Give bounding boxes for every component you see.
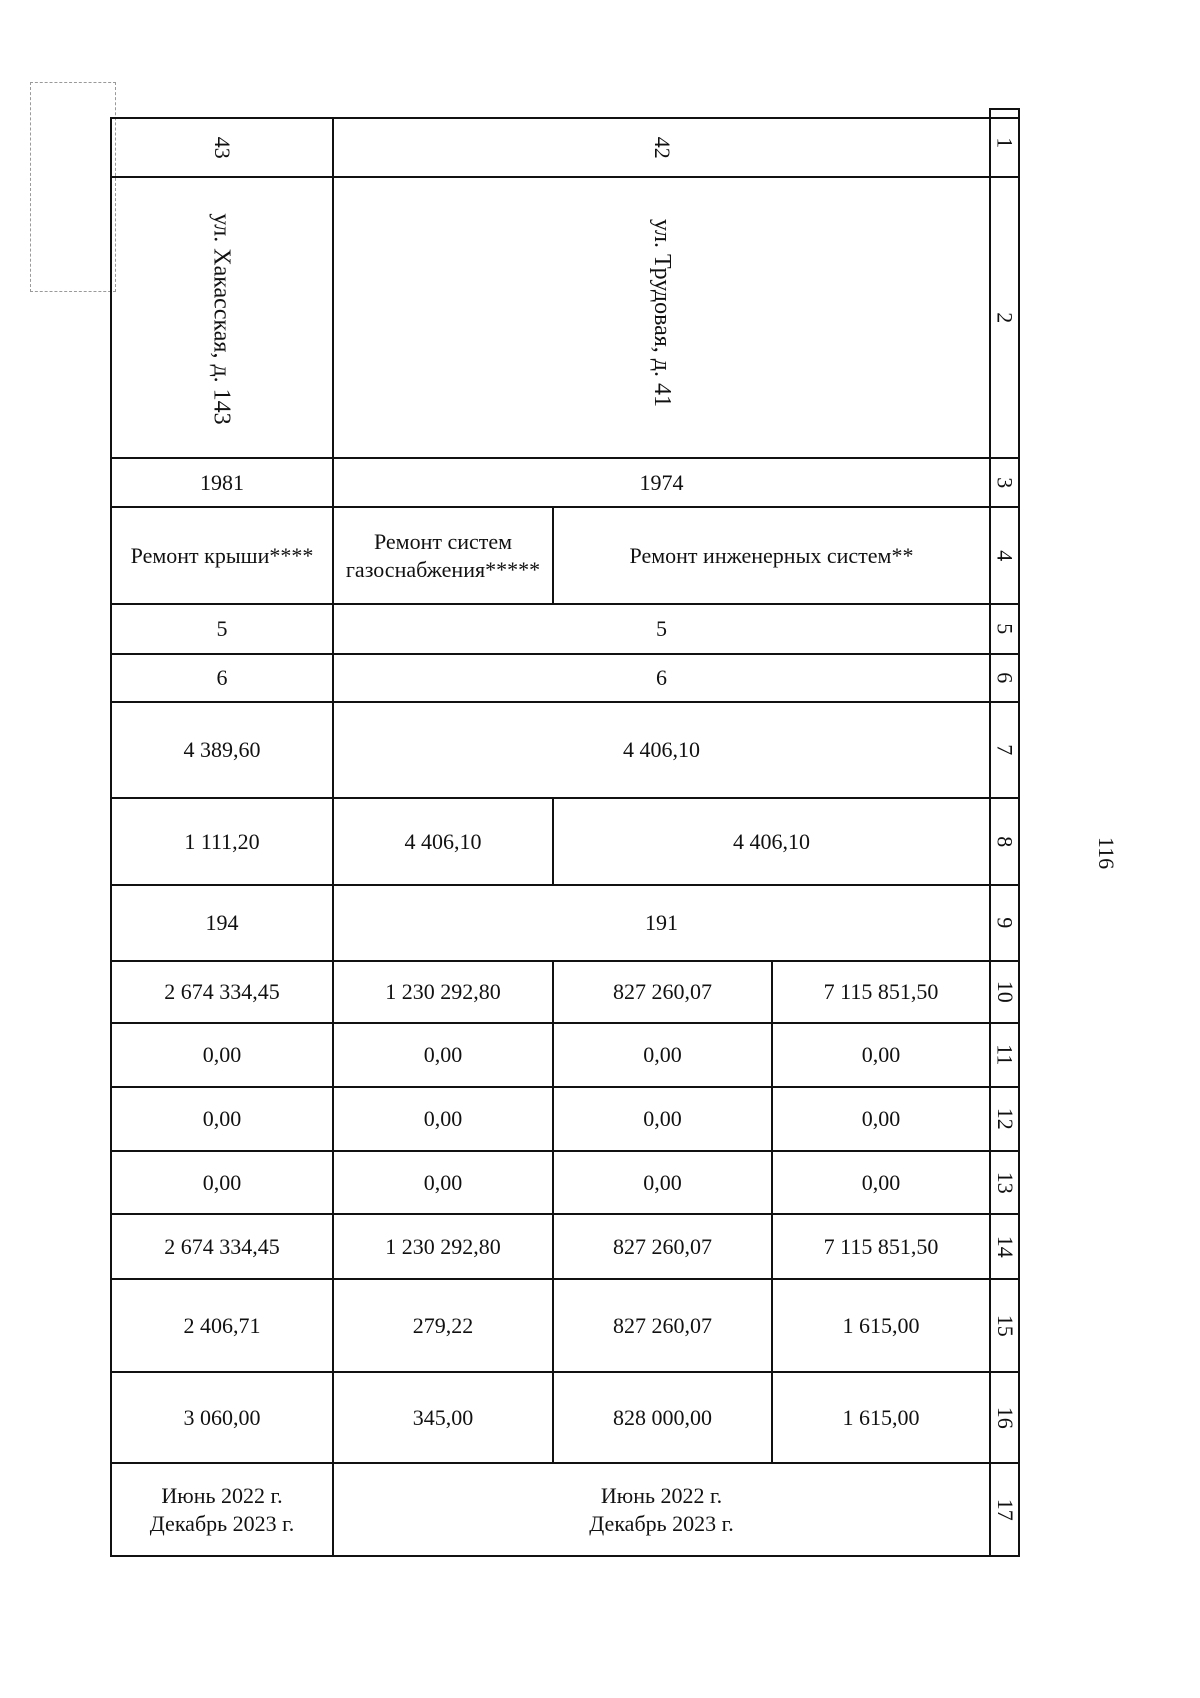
cost-value: 0,00 — [202, 1169, 242, 1195]
header-number-cell — [112, 119, 332, 176]
work-type-cd: Ремонт инженерных систем** — [629, 542, 914, 568]
cost-value: 0,00 — [423, 1169, 463, 1195]
header-number-cell — [334, 119, 989, 176]
residents-b: 191 — [645, 910, 678, 936]
row-number-cell — [991, 605, 1018, 653]
total-area-cell — [112, 703, 332, 797]
row-number-cell — [991, 799, 1018, 884]
cost-value: 345,00 — [412, 1404, 474, 1430]
table-cell — [554, 962, 771, 1022]
cost-value: 0,00 — [423, 1106, 463, 1132]
row-number-cell — [991, 178, 1018, 457]
row-number-cell — [991, 962, 1018, 1022]
table-cell — [773, 1373, 989, 1462]
table-cell — [334, 1088, 552, 1150]
table-cell — [773, 962, 989, 1022]
residents-a: 194 — [205, 910, 239, 936]
cost-value: 0,00 — [643, 1106, 682, 1132]
row-number: 15 — [992, 1314, 1018, 1337]
table-cell — [554, 1215, 771, 1278]
residents-cell — [334, 886, 989, 960]
dates-cell — [112, 1464, 332, 1555]
table-cell — [773, 1088, 989, 1150]
entrances-b: 6 — [656, 665, 667, 691]
row-number-cell — [991, 1215, 1018, 1278]
cost-value: 7 115 851,50 — [823, 1233, 939, 1259]
cost-value: 827 260,07 — [613, 1312, 712, 1338]
header-number-b: 42 — [649, 136, 675, 159]
year-cell — [334, 459, 989, 506]
cost-value: 0,00 — [861, 1106, 901, 1132]
date-start-a: Июнь 2022 г. — [161, 1483, 283, 1508]
table-cell — [112, 1373, 332, 1462]
cost-value: 2 674 334,45 — [164, 979, 280, 1005]
floors-a: 5 — [216, 616, 228, 642]
table-cell — [773, 1215, 989, 1278]
table-cell — [112, 962, 332, 1022]
cost-value: 827 260,07 — [613, 979, 712, 1005]
year-b: 1974 — [639, 469, 684, 495]
row-number: 17 — [992, 1498, 1018, 1521]
row-number: 11 — [992, 1044, 1018, 1066]
row-number: 16 — [992, 1406, 1018, 1429]
cost-value: 1 230 292,80 — [385, 979, 501, 1005]
row-number-cell — [991, 110, 1018, 176]
table-border-right — [1018, 108, 1020, 1557]
residents-cell — [112, 886, 332, 960]
table-cell — [554, 1088, 771, 1150]
cost-value: 0,00 — [643, 1042, 682, 1068]
table-cell — [334, 1152, 552, 1213]
total-area-cell — [334, 703, 989, 797]
row-number: 12 — [992, 1108, 1018, 1130]
table-cell — [112, 1215, 332, 1278]
cost-value: 0,00 — [861, 1169, 901, 1195]
year-cell — [112, 459, 332, 506]
archive-stamp — [30, 82, 116, 292]
dates-cell — [334, 1464, 989, 1555]
row-number: 6 — [992, 672, 1018, 684]
page-number: 116 — [1094, 836, 1120, 870]
date-end-b: Декабрь 2023 г. — [589, 1510, 734, 1536]
table-cell — [773, 1152, 989, 1213]
row-number-cell — [991, 886, 1018, 960]
row-number: 9 — [992, 917, 1018, 929]
cost-value: 1 615,00 — [842, 1404, 920, 1430]
row-number: 10 — [992, 981, 1018, 1003]
cost-value: 1 615,00 — [842, 1312, 920, 1338]
address-b: ул. Трудовая, д. 41 — [648, 219, 675, 407]
entrances-a: 6 — [216, 665, 228, 691]
table-cell — [773, 1280, 989, 1371]
table-cell — [334, 1024, 552, 1086]
cost-value: 828 000,00 — [613, 1404, 712, 1430]
header-number-a: 43 — [209, 136, 235, 159]
row-number: 2 — [992, 312, 1018, 323]
total-area-a: 4 389,60 — [183, 737, 261, 763]
row-number: 1 — [992, 137, 1018, 149]
table-cell — [554, 1373, 771, 1462]
area-cell — [554, 799, 989, 884]
entrances-cell — [334, 655, 989, 701]
row-number-cell — [991, 703, 1018, 797]
floors-cell — [112, 605, 332, 653]
table-cell — [112, 1024, 332, 1086]
cost-value: 827 260,07 — [613, 1233, 712, 1259]
table-border-bottom — [110, 1555, 1020, 1557]
row-number-cell — [991, 1373, 1018, 1462]
cost-value: 1 230 292,80 — [385, 1233, 501, 1259]
address-cell — [334, 178, 989, 407]
area-cell — [334, 799, 552, 884]
work-type-b: Ремонт систем газоснабжения***** — [345, 529, 541, 582]
area-cell — [112, 799, 332, 884]
row-number-cell — [991, 1088, 1018, 1150]
table-cell — [334, 962, 552, 1022]
row-number: 14 — [992, 1235, 1018, 1258]
table-cell — [112, 1088, 332, 1150]
row-number: 8 — [992, 836, 1018, 847]
work-type-a: Ремонт крыши**** — [130, 542, 314, 568]
table-cell — [112, 1280, 332, 1371]
area-cd: 4 406,10 — [733, 828, 810, 854]
table-cell — [554, 1280, 771, 1371]
cost-value: 0,00 — [202, 1042, 242, 1068]
cost-value: 7 115 851,50 — [823, 979, 939, 1005]
row-number-cell — [991, 1464, 1018, 1555]
row-number: 3 — [992, 477, 1018, 488]
row-number-cell — [991, 1280, 1018, 1371]
cost-value: 2 674 334,45 — [164, 1233, 280, 1259]
floors-b: 5 — [656, 616, 667, 642]
row-number-cell — [991, 1024, 1018, 1086]
address-cell — [112, 178, 332, 425]
work-type-cell — [334, 508, 552, 603]
work-type-cell — [554, 508, 989, 603]
year-a: 1981 — [200, 469, 244, 495]
area-b: 4 406,10 — [404, 828, 482, 854]
table-cell — [334, 1280, 552, 1371]
row-number: 4 — [992, 550, 1018, 561]
row-number-cell — [991, 508, 1018, 603]
date-start-b: Июнь 2022 г. — [600, 1483, 723, 1508]
cost-value: 279,22 — [412, 1312, 474, 1338]
work-type-cell — [112, 508, 332, 603]
table-cell — [773, 1024, 989, 1086]
area-a: 1 111,20 — [184, 828, 260, 854]
table-cell — [554, 1152, 771, 1213]
cost-value: 2 406,71 — [183, 1312, 261, 1338]
row-number-cell — [991, 1152, 1018, 1213]
cost-value: 0,00 — [643, 1169, 682, 1195]
date-end-a: Декабрь 2023 г. — [149, 1510, 295, 1536]
row-number-cell — [991, 459, 1018, 506]
row-number-cell — [991, 655, 1018, 701]
table-cell — [112, 1152, 332, 1213]
table-cell — [334, 1373, 552, 1462]
cost-value: 0,00 — [861, 1042, 901, 1068]
table-cell — [334, 1215, 552, 1278]
cost-value: 0,00 — [423, 1042, 463, 1068]
row-number: 7 — [992, 744, 1018, 756]
table-cell — [554, 1024, 771, 1086]
floors-cell — [334, 605, 989, 653]
address-a: ул. Хакасская, д. 143 — [208, 213, 235, 425]
row-number: 13 — [992, 1171, 1018, 1194]
entrances-cell — [112, 655, 332, 701]
row-number: 5 — [992, 623, 1018, 635]
total-area-b: 4 406,10 — [623, 737, 700, 763]
cost-value: 3 060,00 — [183, 1404, 261, 1430]
cost-value: 0,00 — [202, 1106, 242, 1132]
